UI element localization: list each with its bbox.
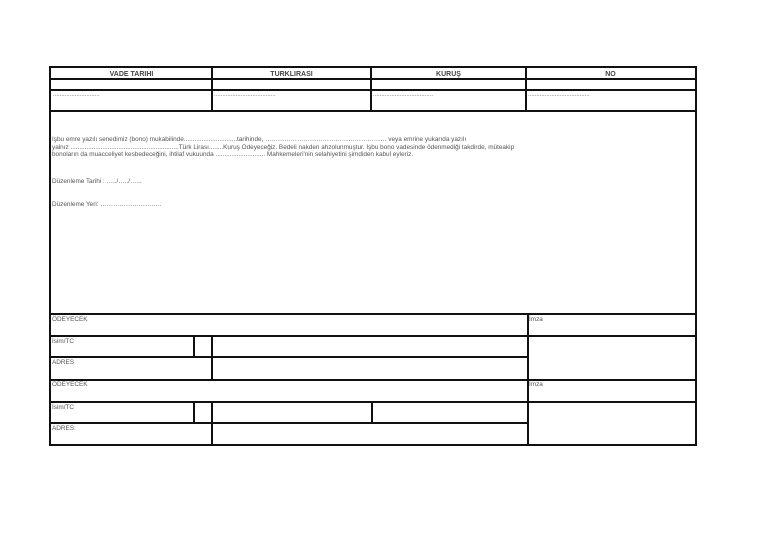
payer1-adres-top-line (51, 356, 529, 358)
payer1-name-divider-1 (193, 335, 195, 356)
header-block-bottom (51, 110, 695, 112)
payer2-isim-tc-label: İsim/TC (52, 404, 75, 411)
payer1-odeyecek-label: ÖDEYECEK (52, 316, 88, 323)
no-field[interactable]: ..................................... (528, 92, 590, 98)
payer2-name-divider-3 (371, 401, 373, 422)
bono-text (52, 136, 697, 159)
header-no: NO (605, 71, 616, 78)
payer1-adres-label: ADRES (52, 359, 75, 366)
payer2-imza-label: İmza (529, 381, 543, 388)
bono-text-line-1: Işbu emre yazılı senedimiz (bono) mukabilinde..............................tarihinde, ………………………………………………… veya emrine yukarıda yazılı (52, 136, 467, 143)
header-col-divider-1 (211, 68, 213, 112)
duzenleme-tarihi[interactable]: Düzenleme Tarihi : …../…../…... (52, 178, 142, 185)
payer2-name-divider-1 (193, 401, 195, 422)
payer2-imza-divider (527, 379, 529, 446)
bono-text-line-2: yalnız .............................................................Türk Lirası........Kuruş Ödeyeceğiz. Bedeli nakden ahzolunmuştur. İşbu bono vadesinde ödenmediği takdirde, müteakip (52, 143, 515, 151)
header-turklirasi: TURKLIRASI (270, 71, 313, 78)
header-fill-bottom (51, 89, 695, 91)
header-kurus: KURUŞ (436, 71, 461, 78)
turklirasi-field[interactable]: ..................................... (214, 92, 276, 98)
header-col-divider-2 (370, 68, 372, 112)
payer2-name-top-line (51, 401, 695, 403)
payer1-name-divider-2 (211, 335, 213, 381)
header-col-divider-3 (525, 68, 527, 112)
bono-text-line-3: bonoların da muacceliyet kesbedeceğini, ihtilaf vukuunda ............................ Mahkemeleri'nin selahiyetini şimdiden kabul eyleriz. (52, 151, 414, 158)
payer1-top-line (51, 313, 695, 315)
payer1-isim-tc-label: İsim/TC (52, 338, 75, 345)
header-vade-tarihi: VADE TARIHI (109, 71, 154, 78)
payer1-imza-label: İmza (529, 316, 543, 323)
vade-tarihi-field[interactable]: ............................ (53, 92, 100, 98)
kurus-field[interactable]: .................................... (373, 92, 434, 98)
payer2-top-line (51, 379, 695, 381)
payer2-adres-label: ADRES: (52, 425, 76, 432)
header-divider (51, 78, 695, 80)
promissory-note-form (49, 66, 697, 446)
payer2-odeyecek-label: ÖDEYECEK (52, 381, 88, 388)
duzenleme-yeri[interactable]: Düzenleme Yeri: ……………………….. (52, 201, 162, 208)
payer2-adres-top-line (51, 422, 529, 424)
payer1-imza-divider (527, 313, 529, 381)
payer1-name-top-line (51, 335, 695, 337)
